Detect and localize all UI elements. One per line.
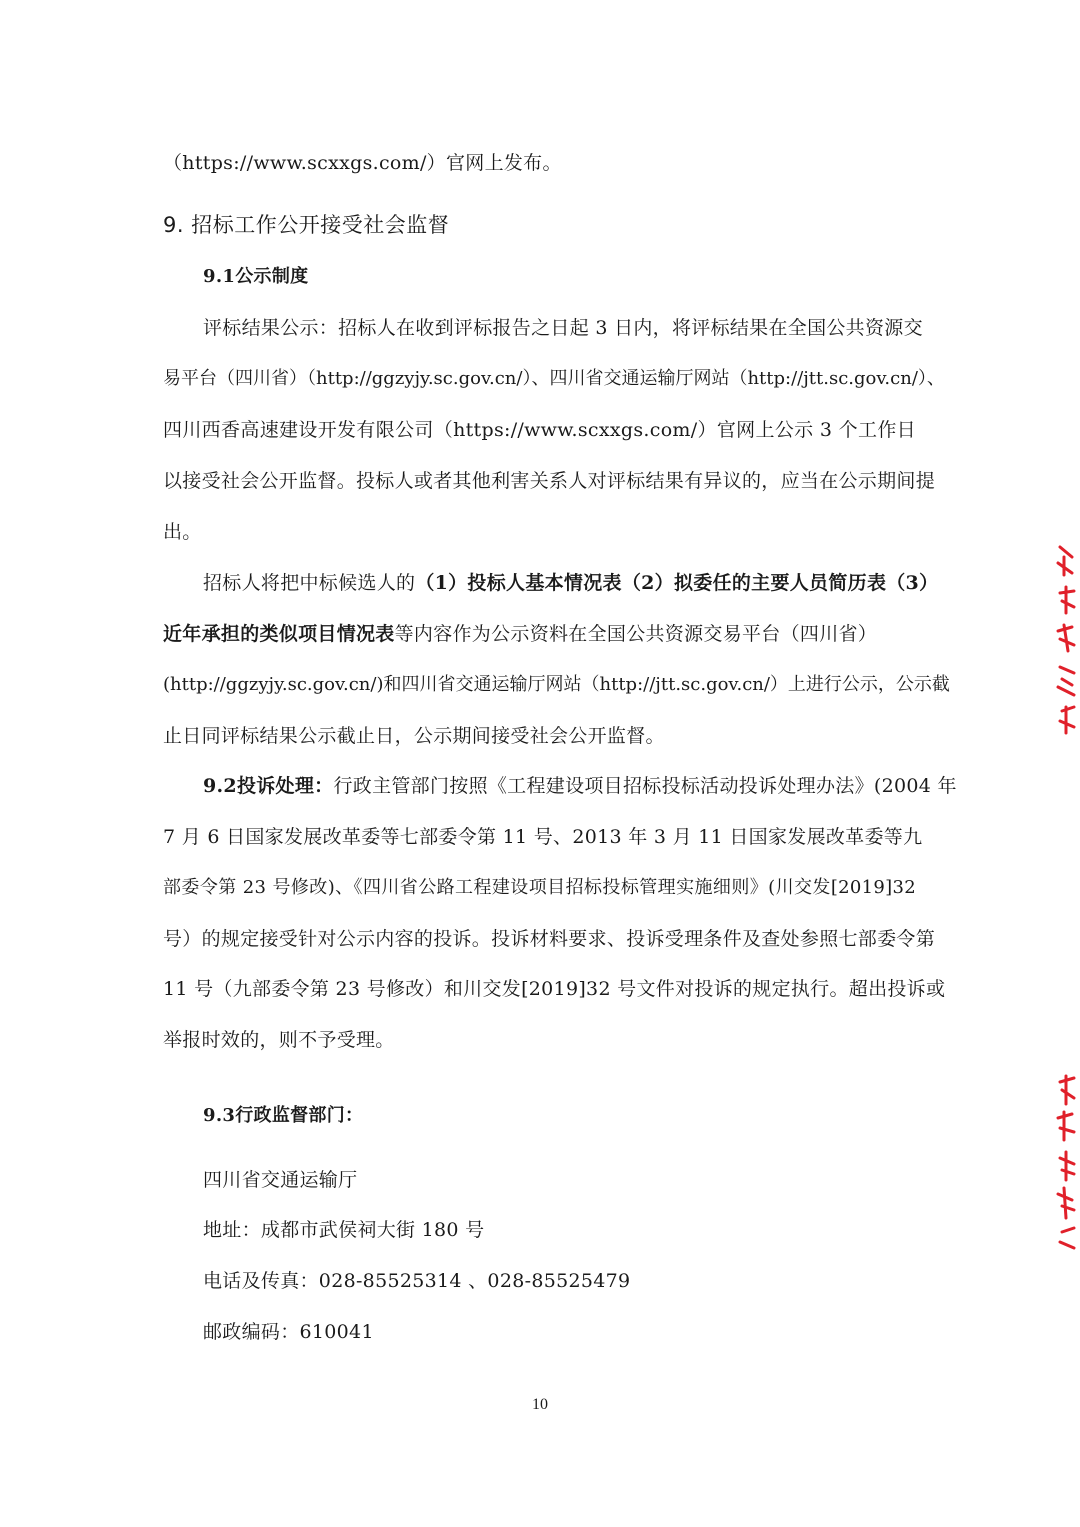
paragraph-3-line-1 [203, 773, 957, 799]
paragraph-1-line-1: 评标结果公示：招标人在收到评标报告之日起 3 日内，将评标结果在全国公共资源交 [203, 317, 923, 339]
section-9-heading: 9. 招标工作公开接受社会监督 [163, 213, 450, 237]
page-number: 10 [532, 1396, 548, 1413]
paragraph-3-line-4: 号）的规定接受针对公示内容的投诉。投诉材料要求、投诉受理条件及查处参照七部委令第 [163, 928, 936, 950]
seal-stamp-partial-lower [1050, 1068, 1080, 1263]
paragraph-1-line-5: 出。 [163, 521, 202, 543]
paragraph-3-line-5: 11 号（九部委令第 23 号修改）和川交发[2019]32 号文件对投诉的规定执行。超出投诉或 [163, 978, 946, 1000]
paragraph-3-text: 行政主管部门按照《工程建设项目招标投标活动投诉处理办法》(2004 年 [333, 775, 957, 797]
paragraph-1-line-4: 以接受社会公开监督。投标人或者其他利害关系人对评标结果有异议的，应当在公示期间提 [163, 470, 936, 492]
paragraph-2-bold-text: （1）投标人基本情况表（2）拟委任的主要人员简历表（3） [415, 572, 939, 594]
paragraph-2-line-3: (http://ggzyjy.sc.gov.cn/)和四川省交通运输厅网站（http://jtt.sc.gov.cn/）上进行公示，公示截 [163, 674, 950, 695]
department-address: 地址：成都市武侯祠大街 180 号 [203, 1219, 485, 1241]
paragraph-2-line-1 [203, 570, 939, 596]
paragraph-2-line-4: 止日同评标结果公示截止日，公示期间接受社会公开监督。 [163, 725, 665, 747]
paragraph-1-line-2: 易平台（四川省）（http://ggzyjy.sc.gov.cn/）、四川省交通运输厅网站（http://jtt.sc.gov.cn/）、 [163, 368, 945, 389]
department-name: 四川省交通运输厅 [203, 1169, 358, 1191]
paragraph-3-line-3: 部委令第 23 号修改)、《四川省公路工程建设项目招标投标管理实施细则》(川交发[2019]32 [163, 877, 916, 898]
department-phone: 电话及传真：028-85525314 、028-85525479 [203, 1270, 631, 1292]
paragraph-3-line-2: 7 月 6 日国家发展改革委等七部委令第 11 号、2013 年 3 月 11 日国家发展改革委等九 [163, 826, 923, 848]
paragraph-2-bold-text: 近年承担的类似项目情况表 [163, 623, 395, 645]
department-postcode: 邮政编码：610041 [203, 1321, 374, 1343]
section-9-2-heading: 9.2投诉处理： [203, 775, 334, 797]
paragraph-2-line-2 [163, 621, 916, 647]
seal-stamp-partial-upper [1050, 535, 1080, 750]
continued-line: （https://www.scxxgs.com/）官网上发布。 [163, 152, 562, 174]
paragraph-1-line-3: 四川西香高速建设开发有限公司（https://www.scxxgs.com/）官网上公示 3 个工作日 [163, 419, 916, 441]
paragraph-2-text: 招标人将把中标候选人的 [203, 572, 416, 594]
paragraph-2-text: 等内容作为公示资料在全国公共资源交易平台（四川省） [394, 623, 878, 645]
paragraph-3-line-6: 举报时效的，则不予受理。 [163, 1029, 395, 1051]
section-9-3-heading: 9.3行政监督部门： [203, 1105, 364, 1126]
section-9-1-heading: 9.1公示制度 [203, 266, 309, 287]
